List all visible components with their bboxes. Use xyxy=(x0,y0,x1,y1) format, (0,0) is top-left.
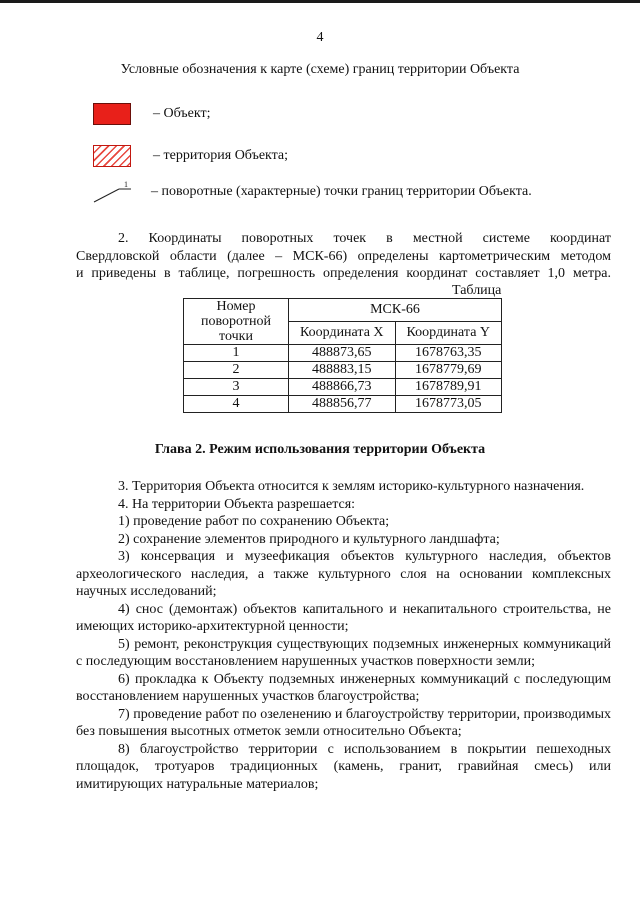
list-item: 2) сохранение элементов природного и культурного ландшафта; xyxy=(118,531,500,547)
point-number-label: 1 xyxy=(124,180,128,189)
list-item: 1) проведение работ по сохранению Объекта; xyxy=(118,514,390,529)
paragraph-3: 3. Территория Объекта относится к землям историко-культурного назначения. xyxy=(118,479,585,494)
cell-y: 1678779,69 xyxy=(395,362,502,379)
cell-point-number: 4 xyxy=(184,396,289,413)
header-point-number: Номер поворотной точки xyxy=(184,299,289,345)
paragraph-2 xyxy=(76,230,611,283)
legend-item-object xyxy=(93,103,210,125)
list-item: 3) консервация и музеефикация объектов культурного наследия, объектов археологического наследия, а также культурного слоя на основании комплексных научных исследований; xyxy=(76,549,611,599)
header-coordinate-x: Координата X xyxy=(289,322,396,345)
legend-label-territory: – территория Объекта; xyxy=(153,148,289,163)
page-number: 4 xyxy=(316,30,324,45)
cell-y: 1678773,05 xyxy=(395,396,502,413)
paragraph-4: 4. На территории Объекта разрешается: xyxy=(118,496,356,512)
red-filled-rectangle-icon xyxy=(93,103,131,125)
cell-x: 488866,73 xyxy=(289,379,396,396)
chapter-body xyxy=(76,478,611,793)
table-row xyxy=(184,345,502,362)
header-coordinate-y: Координата Y xyxy=(395,322,502,345)
turning-point-line-icon xyxy=(93,180,133,204)
cell-x: 488883,15 xyxy=(289,362,396,379)
cell-y: 1678789,91 xyxy=(395,379,502,396)
table-row xyxy=(184,396,502,413)
cell-x: 488873,65 xyxy=(289,345,396,362)
scan-top-edge xyxy=(0,0,640,3)
red-hatched-rectangle-icon xyxy=(93,145,131,167)
list-item: 8) благоустройство территории с использованием в покрытии пешеходных площадок, тротуаров традиционных (камень, гранит, гравийная смесь) или имитирующих натуральные материалов; xyxy=(76,741,611,792)
paragraph-2-line-2: Свердловской области (далее – МСК-66) определены картометрическим методом xyxy=(76,248,611,264)
cell-point-number: 3 xyxy=(184,379,289,396)
coordinates-table xyxy=(183,298,502,413)
list-item: 6) прокладка к Объекту подземных инженерных коммуникаций с последующим восстановлением нарушенных участков благоустройства; xyxy=(76,671,611,704)
header-coordinate-system: МСК-66 xyxy=(289,299,502,322)
cell-point-number: 1 xyxy=(184,345,289,362)
list-item: 4) снос (демонтаж) объектов капитального и некапитального строительства, не имеющих историко-архитектурной ценности; xyxy=(76,601,611,634)
paragraph-2-line-1: 2. Координаты поворотных точек в местной системе координат xyxy=(118,231,611,246)
cell-y: 1678763,35 xyxy=(395,345,502,362)
legend-title: Условные обозначения к карте (схеме) границ территории Объекта xyxy=(120,62,520,77)
cell-point-number: 2 xyxy=(184,362,289,379)
list-item: 5) ремонт, реконструкция существующих подземных инженерных коммуникаций с последующим восстановлением нарушенных участков поверхности земли; xyxy=(76,636,611,669)
table-row xyxy=(184,362,502,379)
chapter-title: Глава 2. Режим использования территории Объекта xyxy=(154,442,486,457)
legend-item-territory xyxy=(93,145,288,167)
table-caption: Таблица xyxy=(452,283,502,298)
table-row xyxy=(184,379,502,396)
legend-label-turning-points: – поворотные (характерные) точки границ территории Объекта. xyxy=(151,184,532,199)
legend-item-turning-points xyxy=(93,180,532,204)
list-item: 7) проведение работ по озеленению и благоустройству территории, производимых без повышения высотных отметок земли относительно Объекта; xyxy=(76,706,611,739)
legend-label-object: – Объект; xyxy=(153,106,211,121)
cell-x: 488856,77 xyxy=(289,396,396,413)
paragraph-2-line-3: и приведены в таблице, погрешность определения координат составляет 1,0 метра. xyxy=(76,266,611,281)
